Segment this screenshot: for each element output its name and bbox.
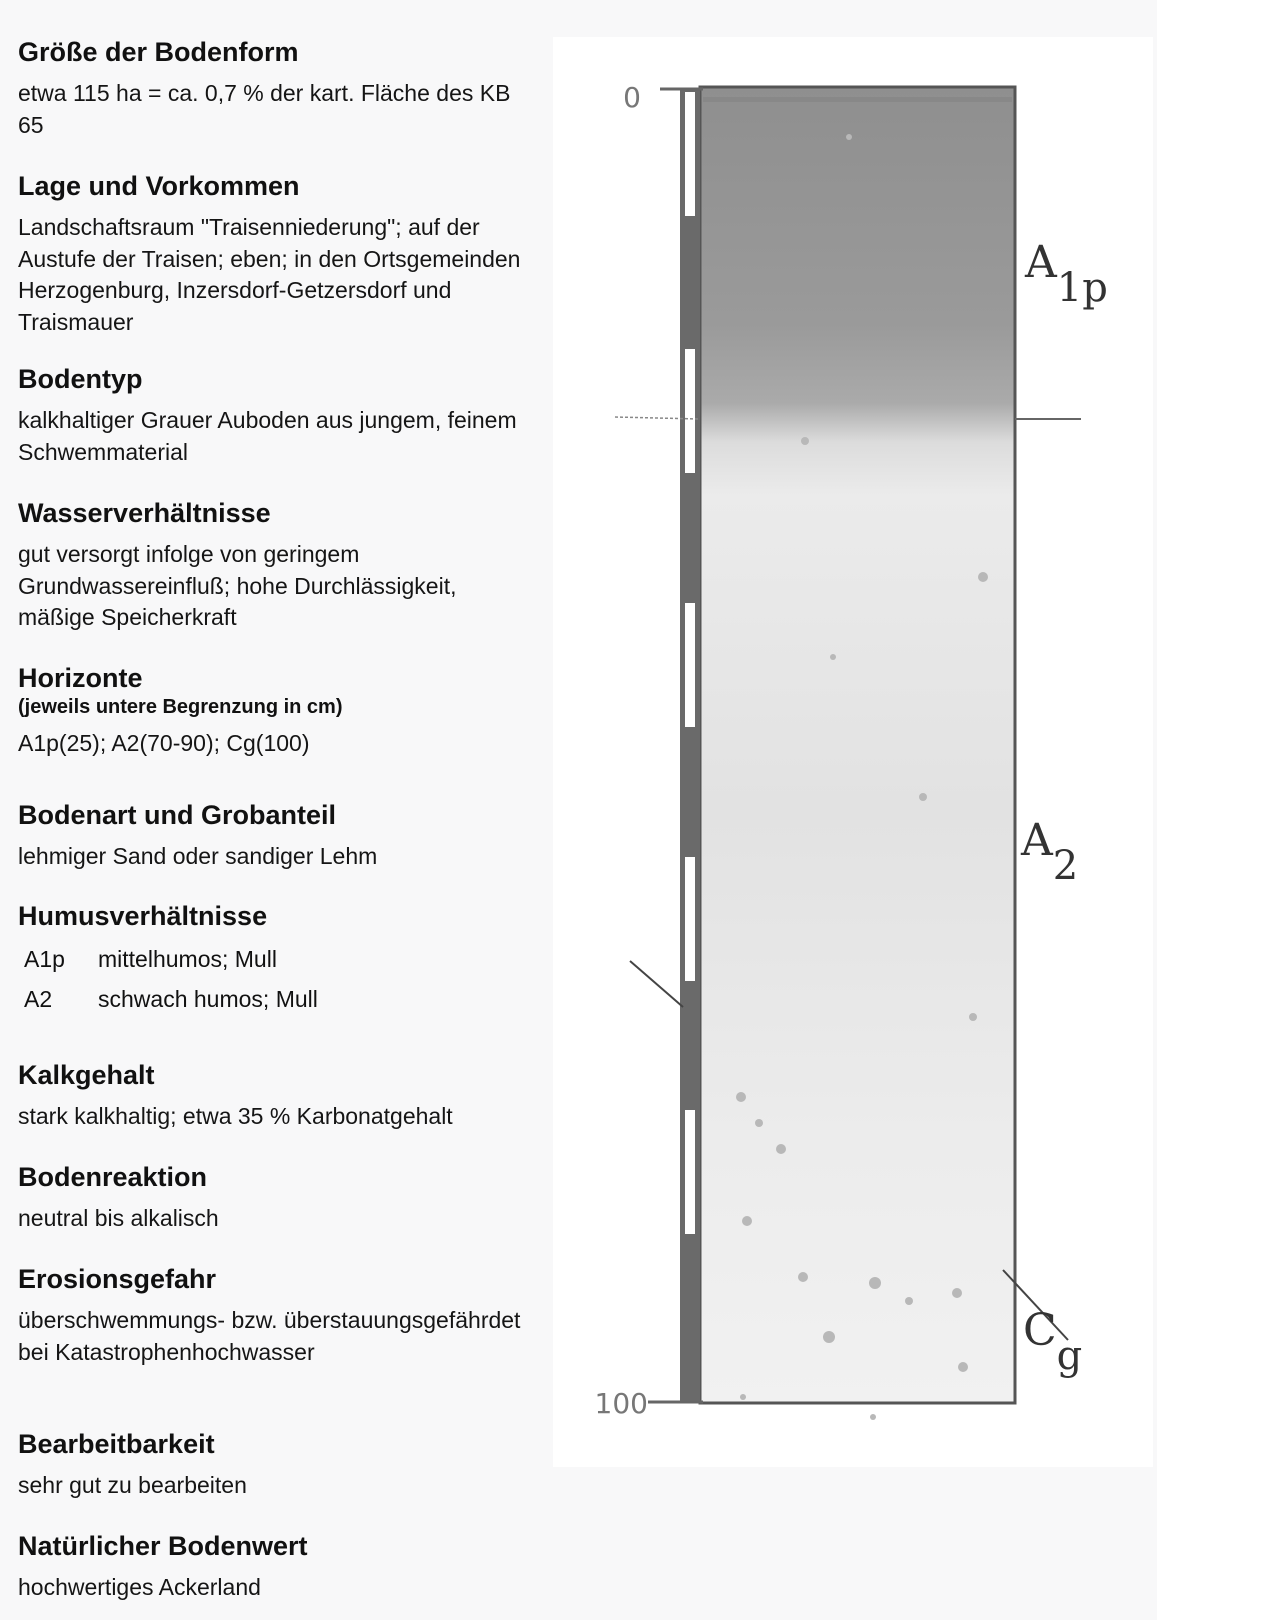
section-body: neutral bis alkalisch [18, 1205, 219, 1231]
section-title: Bodenart und Grobanteil [18, 800, 337, 830]
section-title: Bodentyp [18, 364, 143, 394]
section-body: A1p(25); A2(70-90); Cg(100) [18, 730, 310, 756]
section-title: Wasserverhältnisse [18, 498, 271, 528]
horizon-label-a1p: A1p [1025, 237, 1108, 311]
section-body: überschwemmungs- bzw. überstauungsgefährdet bei Katastrophenhochwasser [18, 1307, 521, 1365]
section-title: Bodenreaktion [18, 1162, 208, 1192]
horizon-cell: A2 [24, 986, 53, 1012]
section-texture [18, 799, 538, 873]
section-body: stark kalkhaltig; etwa 35 % Karbonatgehalt [18, 1103, 453, 1129]
section-location [18, 170, 538, 338]
section-size [18, 36, 538, 141]
section-title: Erosionsgefahr [18, 1264, 217, 1294]
humus-table [18, 944, 318, 1024]
section-body: kalkhaltiger Grauer Auboden aus jungem, feinem Schwemmaterial [18, 407, 517, 465]
top-edge-shade [703, 97, 1012, 102]
horizon-label-cg: Cg [1023, 1305, 1083, 1379]
section-title: Bearbeitbarkeit [18, 1429, 215, 1459]
section-reaction [18, 1161, 538, 1235]
section-water [18, 497, 538, 634]
boundary-a2-marker [630, 961, 683, 1007]
depth-label-top: 0 [623, 81, 641, 114]
depth-scale-bar [680, 89, 700, 1401]
value-cell: schwach humos; Mull [98, 986, 318, 1012]
horizon-label-a2: A2 [1021, 815, 1079, 889]
section-workability [18, 1428, 538, 1502]
section-body: gut versorgt infolge von geringem Grundwassereinfluß; hohe Durchlässigkeit, mäßige Speicherkraft [18, 541, 457, 630]
value-cell: mittelhumos; Mull [98, 946, 277, 972]
section-lime [18, 1059, 538, 1133]
section-title: Humusverhältnisse [18, 901, 268, 931]
section-body: Landschaftsraum "Traisenniederung"; auf der Austufe der Traisen; eben; in den Ortsgemeinden Herzogenburg, Inzersdorf-Getzersdorf und Traismauer [18, 214, 521, 335]
section-soil-value [18, 1530, 538, 1604]
section-horizons [18, 662, 538, 760]
section-body: etwa 115 ha = ca. 0,7 % der kart. Fläche des KB 65 [18, 80, 511, 138]
soil-profile-drawing [553, 37, 1153, 1467]
section-body: hochwertiges Ackerland [18, 1574, 261, 1600]
soil-profile-figure [553, 37, 1153, 1467]
section-erosion [18, 1263, 538, 1368]
depth-label-bottom: 100 [594, 1387, 648, 1420]
section-body: sehr gut zu bearbeiten [18, 1472, 247, 1498]
table-row [18, 984, 318, 1024]
soil-column [700, 87, 1015, 1403]
horizon-cell: A1p [24, 946, 65, 972]
section-title: Kalkgehalt [18, 1060, 155, 1090]
section-soil-type [18, 363, 538, 468]
section-title: Natürlicher Bodenwert [18, 1531, 308, 1561]
section-humus [18, 900, 538, 1024]
section-subtitle: (jeweils untere Begrenzung in cm) [18, 696, 343, 718]
table-row [18, 944, 318, 984]
section-title: Größe der Bodenform [18, 37, 299, 67]
section-title: Lage und Vorkommen [18, 171, 300, 201]
section-body: lehmiger Sand oder sandiger Lehm [18, 843, 378, 869]
section-title: Horizonte [18, 663, 143, 693]
